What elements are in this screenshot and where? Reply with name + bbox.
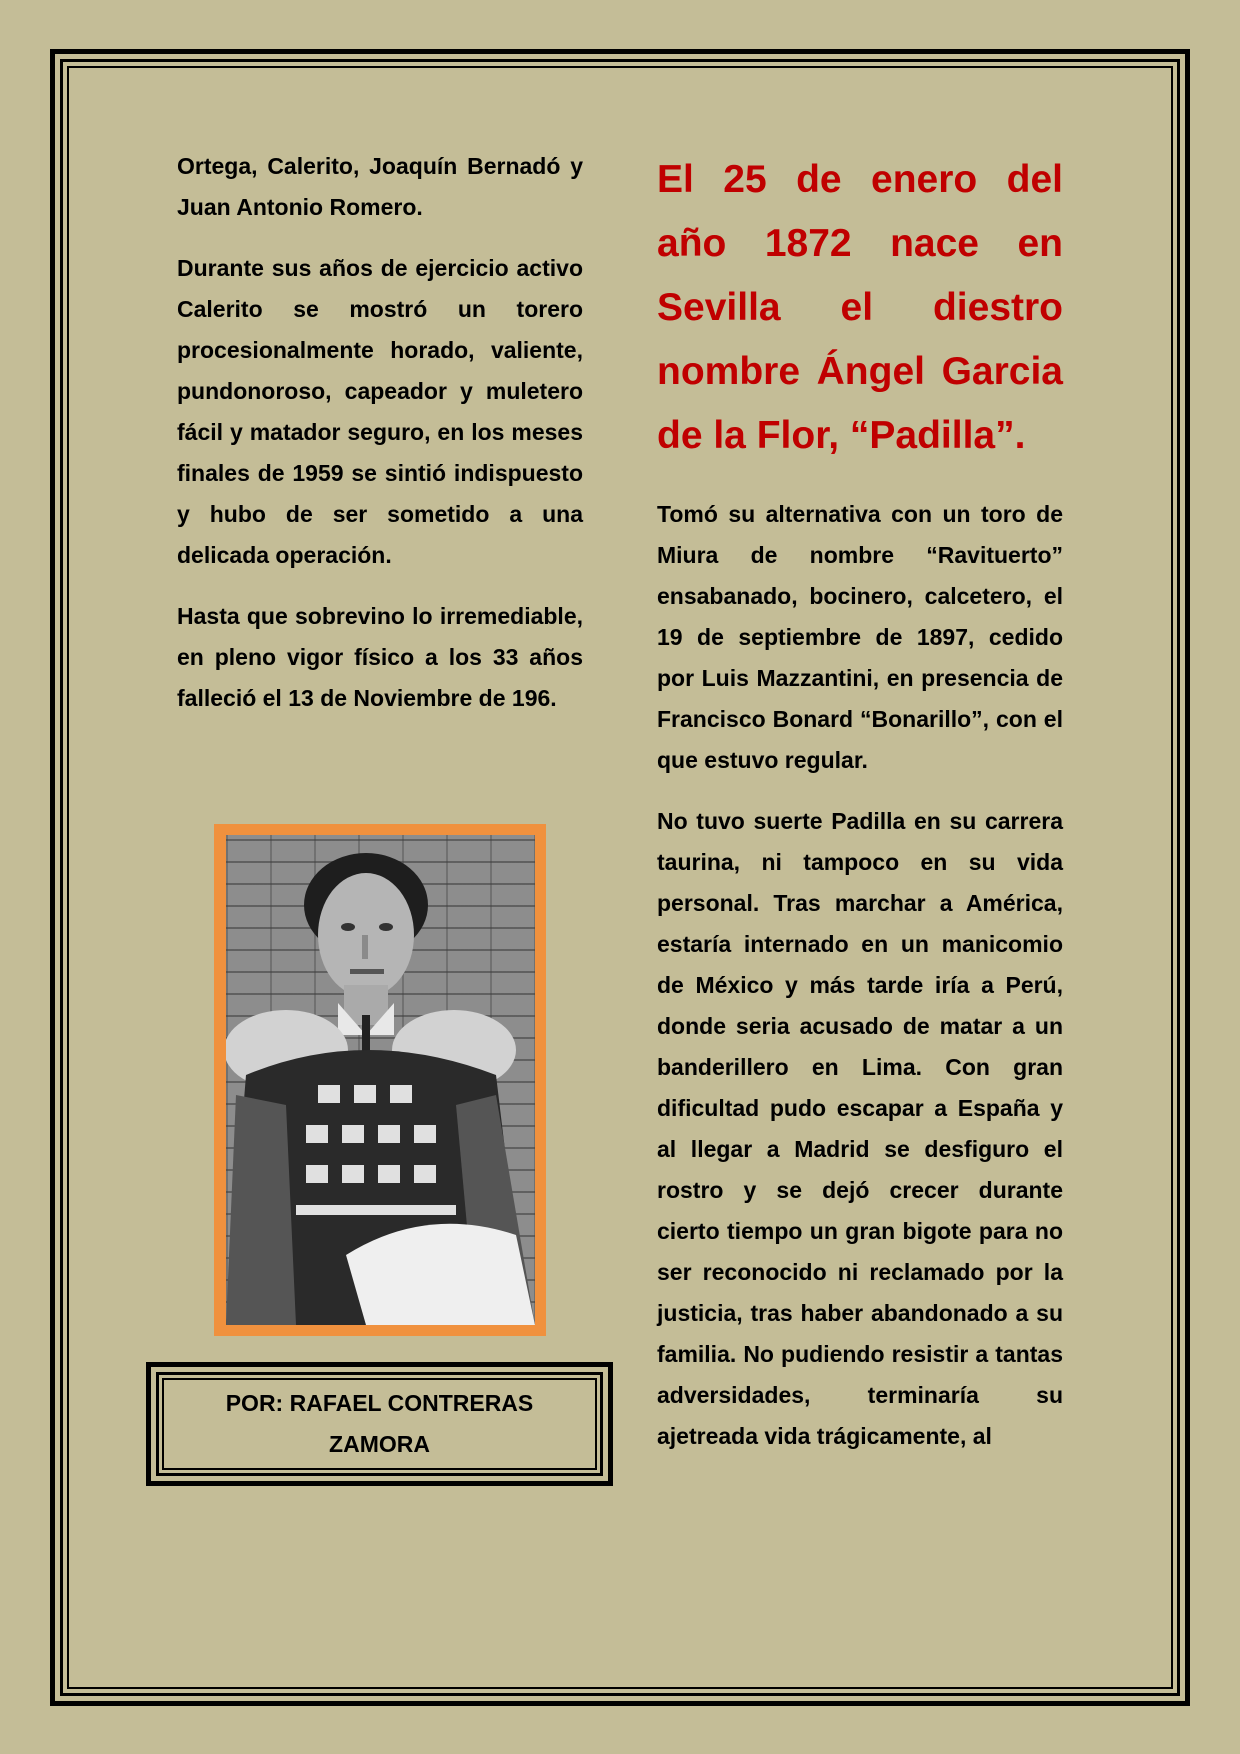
photo-frame [214,824,546,1336]
byline-border-middle [156,1372,603,1476]
left-column [177,146,583,739]
right-paragraph-2: No tuvo suerte Padilla en su carrera taurina, ni tampoco en su vida personal. Tras marchar a América, estaría internado en un manicomio de México y más tarde iría a Perú, donde seria acusado de matar a un banderillero en Lima. Con gran dificultad pudo escapar a España y al llegar a Madrid se desfiguro el rostro y se dejó crecer durante cierto tiempo un gran bigote para no ser reconocido ni reclamado por la justicia, tras haber abandonado a su familia. No pudiendo resistir a tantas adversidades, terminaría su ajetreada vida trágicamente, al [657,808,1063,1449]
bullfighter-portrait-drawing [226,835,535,1325]
left-paragraph-2: Durante sus años de ejercicio activo Calerito se mostró un torero procesionalmente horado, valiente, pundonoroso, capeador y muletero fácil y matador seguro, en los meses finales de 1959 se sintió indispuesto y hubo de ser sometido a una delicada operación. [177,255,583,568]
right-paragraph-1: Tomó su alternativa con un toro de Miura de nombre “Ravituerto” ensabanado, bocinero, calcetero, el 19 de septiembre de 1897, cedido por Luis Mazzantini, en presencia de Francisco Bonard “Bonarillo”, con el que estuvo regular. [657,501,1063,773]
left-paragraph-1: Ortega, Calerito, Joaquín Bernadó y Juan Antonio Romero. [177,153,583,220]
bullfighter-portrait-icon [226,835,535,1325]
right-column [657,148,1063,1477]
left-paragraph-3: Hasta que sobrevino lo irremediable, en pleno vigor físico a los 33 años falleció el 13 de Noviembre de 196. [177,603,583,711]
headline: El 25 de enero del año 1872 nace en Sevilla el diestro nombre Ángel Garcia de la Flor, “Padilla”. [657,158,1063,457]
byline-box [146,1362,613,1486]
byline-border-inner [162,1378,597,1470]
author-byline: POR: RAFAEL CONTRERAS ZAMORA [225,1390,534,1457]
